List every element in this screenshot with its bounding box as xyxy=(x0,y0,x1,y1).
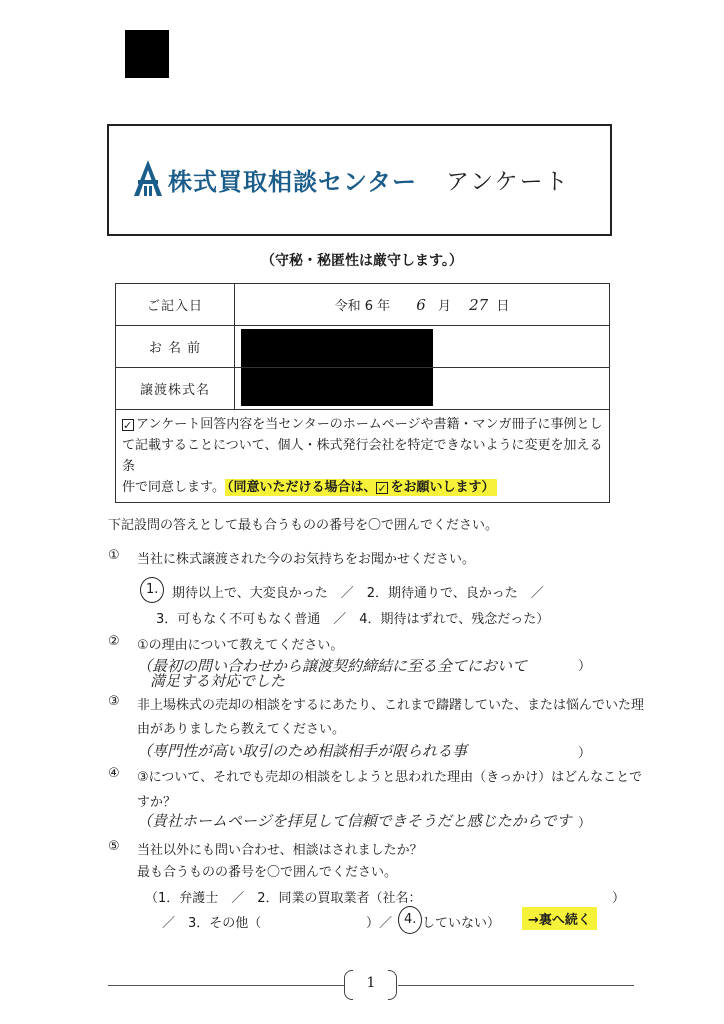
q5-option-line2b: ）／ xyxy=(366,916,393,931)
q4-answer[interactable]: （貴社ホームページを拝見して信頼できそうだと感じたからです xyxy=(137,812,572,830)
q1-number: ① xyxy=(108,548,120,563)
footer-page-number: 1 xyxy=(366,975,376,991)
q1-option1-number[interactable]: 1. xyxy=(146,582,159,597)
date-month-unit: 月 xyxy=(437,299,451,314)
q5-text-line1: 当社以外にも問い合わせ、相談はされましたか？ xyxy=(137,843,423,858)
q5-number: ⑤ xyxy=(108,839,120,854)
q5-option-line1-close: ） xyxy=(612,891,626,906)
footer-rule-left xyxy=(108,985,344,986)
date-label: ご記入日 xyxy=(116,284,235,326)
check-icon xyxy=(376,482,388,494)
confidential-note: （守秘・秘匿性は厳守します。） xyxy=(261,253,463,269)
consent-text-3: 件で同意します。 xyxy=(122,480,225,495)
q4-text-line2: すか？ xyxy=(137,795,177,810)
consent-text-1: アンケート回答内容を当センターのホームページや書籍・マンガ冊子に事例とし xyxy=(136,417,603,432)
q1-option-line1[interactable]: 期待以上で、大変良かった ／ 2．期待通りで、良かった ／ xyxy=(172,586,544,601)
info-table xyxy=(115,283,610,503)
name-label: お 名 前 xyxy=(116,326,235,368)
name-row xyxy=(116,326,610,368)
consent-highlight-b: をお願いします） xyxy=(390,480,495,495)
stock-label: 譲渡株式名 xyxy=(116,368,235,410)
q5-option4-text[interactable]: していない） xyxy=(422,916,501,931)
redacted-name xyxy=(241,329,433,367)
q3-number: ③ xyxy=(108,694,120,709)
redacted-block xyxy=(125,30,169,78)
footer-bracket-right-icon xyxy=(388,970,397,1000)
consent-text-2: て記載することについて、個人・株式発行会社を特定できないように変更を加える条 xyxy=(122,438,603,474)
company-logo xyxy=(132,160,164,196)
consent-cell xyxy=(116,410,610,503)
footer-bracket-left-icon xyxy=(344,970,353,1000)
q1-option-line2[interactable]: 3．可もなく不可もなく普通 ／ 4．期待はずれで、残念だった） xyxy=(156,612,550,627)
consent-highlight-a: （同意いただける場合は、 xyxy=(226,480,377,495)
survey-title: アンケート xyxy=(446,169,570,195)
consent-row xyxy=(116,410,610,503)
q5-text-line2: 最も合うものの番号を〇で囲んでください。 xyxy=(137,865,398,880)
q3-close-paren: ） xyxy=(578,746,592,761)
q3-text-line1: 非上場株式の売却の相談をするにあたり、これまで躊躇していた、または悩んでいた理 xyxy=(137,698,645,713)
q2-answer-line1[interactable]: （最初の問い合わせから譲渡契約締結に至る全てにおいて xyxy=(137,657,528,675)
date-day-unit: 日 xyxy=(496,299,510,314)
q2-number: ② xyxy=(108,634,120,649)
q2-close-paren: ） xyxy=(578,659,592,674)
date-day-value: 27 xyxy=(469,296,489,314)
consent-checkbox[interactable] xyxy=(122,419,134,431)
q3-answer[interactable]: （専門性が高い取引のため相談相手が限られる事 xyxy=(137,742,468,760)
stock-row xyxy=(116,368,610,410)
q4-number: ④ xyxy=(108,766,120,781)
redacted-stock xyxy=(241,368,433,406)
q4-text-line1: ③について、それでも売却の相談をしようと思われた理由（きっかけ）はどんなことで xyxy=(137,770,643,785)
q5-option-line2a[interactable]: ／ 3．その他（ xyxy=(162,916,262,931)
date-cell[interactable] xyxy=(235,284,610,326)
q4-close-paren: ） xyxy=(578,816,592,831)
q1-text: 当社に株式譲渡された今のお気持ちをお聞かせください。 xyxy=(137,552,476,567)
q2-answer-line2[interactable]: 満足する対応でした xyxy=(150,672,286,690)
q5-option-line1[interactable]: （1．弁護士 ／ 2．同業の買取業者（社名： xyxy=(145,891,422,906)
date-prefix: 令和 6 年 xyxy=(334,299,391,314)
name-cell[interactable] xyxy=(235,326,610,368)
footer-rule-right xyxy=(398,985,634,986)
consent-highlight xyxy=(225,479,497,496)
q3-text-line2: 由がありましたら教えてください。 xyxy=(137,722,346,737)
stock-cell[interactable] xyxy=(235,368,610,410)
q2-text: ①の理由について教えてください。 xyxy=(137,638,344,653)
date-month-value: 6 xyxy=(416,296,426,314)
date-row xyxy=(116,284,610,326)
q5-option4-number[interactable]: 4. xyxy=(404,912,417,927)
instructions: 下記設問の答えとして最も合うものの番号を〇で囲んでください。 xyxy=(108,518,499,533)
continue-on-back-label: →裏へ続く xyxy=(522,907,597,930)
company-name: 株式買取相談センター xyxy=(168,168,418,196)
